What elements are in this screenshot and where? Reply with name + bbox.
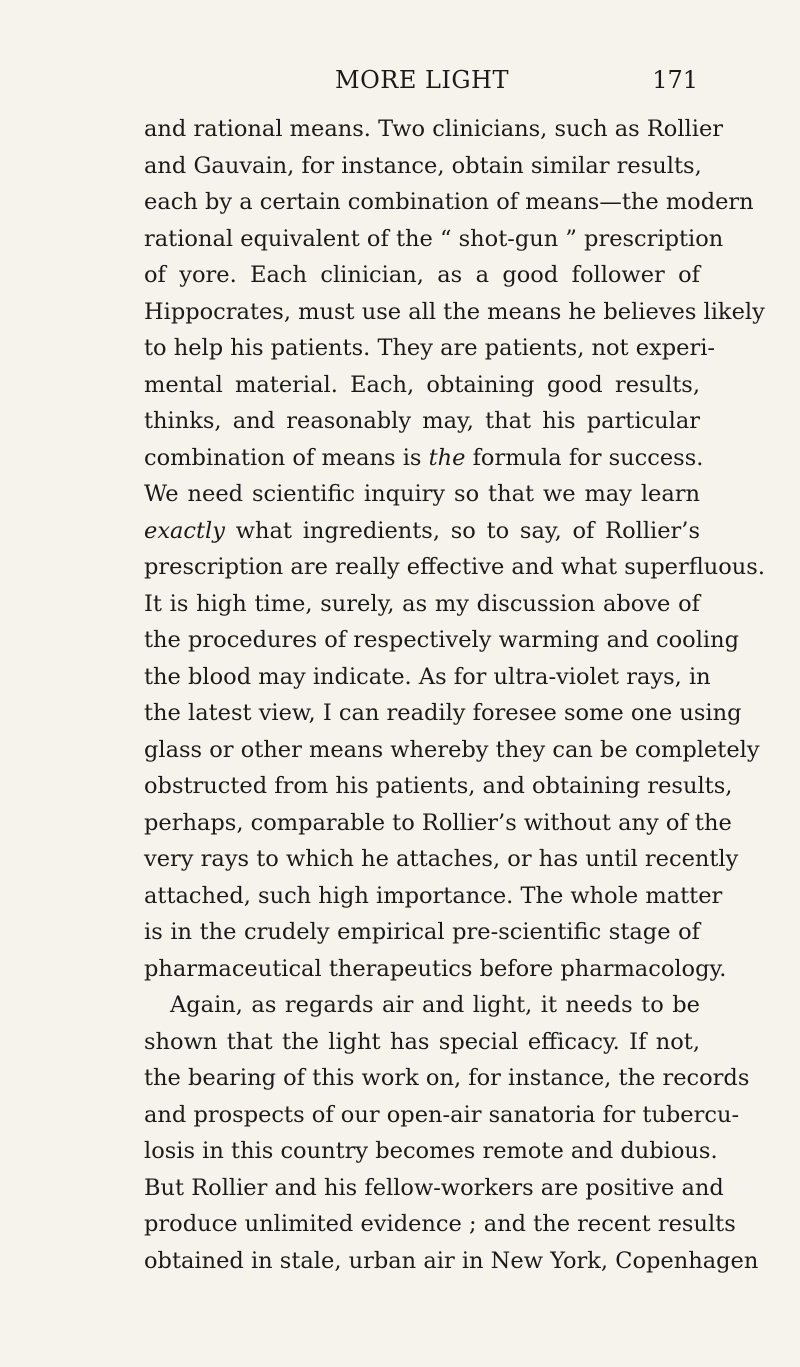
italic-emphasis: exactly [144,517,225,544]
text-line: Again, as regards air and light, it needs to be [170,992,700,1018]
body-text [144,111,765,1279]
text-line: the bearing of this work on, for instance, the records [144,1065,750,1091]
text-run: combination of means is [144,444,429,471]
text-line: But Rollier and his fellow-workers are positive and [144,1174,724,1201]
text-line: thinks, and reasonably may, that his particular [144,408,700,434]
text-run: formula for success. [465,444,704,471]
text-line: mental material. Each, obtaining good results, [144,371,700,398]
running-head-title: MORE LIGHT [335,66,509,94]
text-line: perhaps, comparable to Rollier’s without any of the [144,809,732,836]
text-line: It is high time, surely, as my discussion above of [144,590,700,617]
text-line: the blood may indicate. As for ultra-violet rays, in [144,663,711,690]
text-line: pharmaceutical therapeutics before pharmacology. [144,955,727,982]
text-line [144,513,700,550]
page-number: 171 [652,66,698,94]
text-line: losis in this country becomes remote and dubious. [144,1138,718,1164]
text-line: to help his patients. They are patients, not experi- [144,335,716,361]
text-line: prescription are really effective and what superfluous. [144,554,765,580]
text-line: the procedures of respectively warming and cooling [144,627,740,653]
text-line: each by a certain combination of means—the modern [144,189,754,215]
text-run: what ingredients, so to say, of Rollier’s [224,517,700,544]
italic-emphasis: the [428,444,466,471]
text-line: and prospects of our open-air sanatoria for tubercu- [144,1101,740,1128]
text-line: the latest view, I can readily foresee some one using [144,700,742,726]
text-line: obtained in stale, urban air in New York, Copenhagen [144,1247,759,1274]
text-line: obstructed from his patients, and obtaining results, [144,773,733,799]
text-line: Hippocrates, must use all the means he believes likely [144,298,765,325]
text-line: produce unlimited evidence ; and the recent results [144,1211,736,1237]
text-line [144,440,704,477]
text-line: of yore. Each clinician, as a good follower of [144,262,700,288]
text-line: attached, such high importance. The whole matter [144,882,723,909]
text-line: We need scientific inquiry so that we may learn [144,481,700,507]
text-line: and Gauvain, for instance, obtain similar results, [144,152,702,179]
text-line: glass or other means whereby they can be completely [144,736,760,763]
text-line: rational equivalent of the “ shot-gun ” prescription [144,225,724,252]
running-head [144,62,700,98]
text-line: is in the crudely empirical pre-scientific stage of [144,919,700,945]
text-line: very rays to which he attaches, or has until recently [144,846,739,872]
text-line: and rational means. Two clinicians, such as Rollier [144,116,724,142]
text-line: shown that the light has special efficacy. If not, [144,1028,700,1055]
